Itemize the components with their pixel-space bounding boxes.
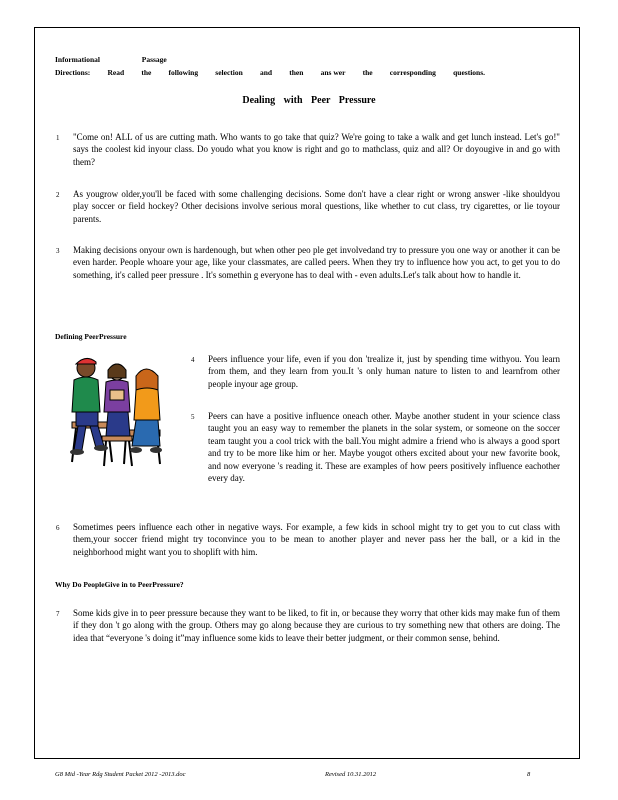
paragraph-number: 3: [56, 247, 60, 255]
paragraph-number: 6: [56, 524, 60, 532]
section-heading-defining: Defining PeerPressure: [55, 332, 127, 341]
three-students-sitting-clipart: [62, 350, 175, 468]
section-heading-why: Why Do PeopleGive in to PeerPressure?: [55, 580, 184, 589]
paragraph-number: 1: [56, 134, 60, 142]
directions-word: the: [141, 68, 152, 77]
paragraph-1: "Come on! ALL of us are cutting math. Who wants to go take that quiz? We're going to take a walk and get lunch instead. Let's go!" says the coolest kid inyour class. Do youdo what you know is right and go to mathclass, quiz and all? Or doyougive in and go with them?: [73, 132, 560, 167]
header-label: Informational: [55, 55, 100, 64]
paragraph-6: Sometimes peers influence each other in negative ways. For example, a few kids in school might try to get you to cut class with them,your soccer friend might try toconvince you to be mean to another player and never pass her the ball, or a kid in the neighborhood might want you to shoplift with him.: [73, 522, 560, 557]
directions-word: and: [259, 68, 273, 77]
page-title: Dealing with Peer Pressure: [242, 95, 376, 106]
paragraph-number: 4: [191, 356, 195, 364]
directions-word: following: [168, 68, 199, 77]
directions-word: corresponding: [389, 68, 436, 77]
directions-line: [55, 68, 485, 77]
footer-page-number: 8: [527, 771, 531, 778]
directions-word: Read: [107, 68, 125, 77]
paragraph-2: As yougrow older,you'll be faced with some challenging decisions. Some don't have a clear right or wrong answer -like shouldyou play soccer or field hockey? Other decisions involve serious moral questions, like whether to cut class, try cigarettes, or lie toyour parents.: [73, 189, 560, 224]
paragraph-number: 2: [56, 191, 60, 199]
footer-revised: Revised 10.31.2012: [325, 771, 377, 778]
directions-word: ans wer: [320, 68, 346, 77]
paragraph-4: Peers influence your life, even if you don 'trealize it, just by spending time withyou. You learn from them, and they learn from you.It 's only human nature to listen to and learnfrom other people inyour age group.: [208, 354, 560, 389]
directions-word: questions.: [453, 68, 485, 77]
header-value: Passage: [141, 55, 167, 64]
paragraph-7: Some kids give in to peer pressure because they want to be liked, to fit in, or because they worry that other kids may make fun of them if they don 't go along with the group. Others may go along because they are curious to try something new that others are doing. The idea that “everyone 's doing it”may influence some kids to leave their better judgment, or their common sense, behind.: [73, 608, 560, 643]
directions-word: selection: [215, 68, 243, 77]
directions-word: the: [362, 68, 373, 77]
paragraph-number: 5: [191, 413, 195, 421]
directions-label: Directions:: [55, 68, 91, 77]
paragraph-number: 7: [56, 610, 60, 618]
directions-word: then: [289, 68, 304, 77]
paragraph-3: Making decisions onyour own is hardenough, but when other peo ple get involvedand try to pressure you one way or another it can be even harder. People whoare your age, like your classmates, are called peers. When they try to influence how you act, to get you to do something, it's called peer pressure . It's somethin g everyone has to deal with - even adults.Let's talk about how to handle it.: [73, 245, 560, 280]
footer-doc-name: G8 Mid -Year Rdg Student Packet 2012 -2013.doc: [55, 771, 186, 778]
header-line-1: [55, 55, 167, 64]
paragraph-5: Peers can have a positive influence oneach other. Maybe another student in your science class taught you an easy way to remember the planets in the solar system, or someone on the soccer team taught you a cool trick with the ball.You might admire a friend who is always a good sport and try to be more like him or her. Maybe yougot others excited about your new favorite book, and now everyone 's reading it. These are examples of how peers positively influence eachother every day.: [208, 411, 560, 484]
